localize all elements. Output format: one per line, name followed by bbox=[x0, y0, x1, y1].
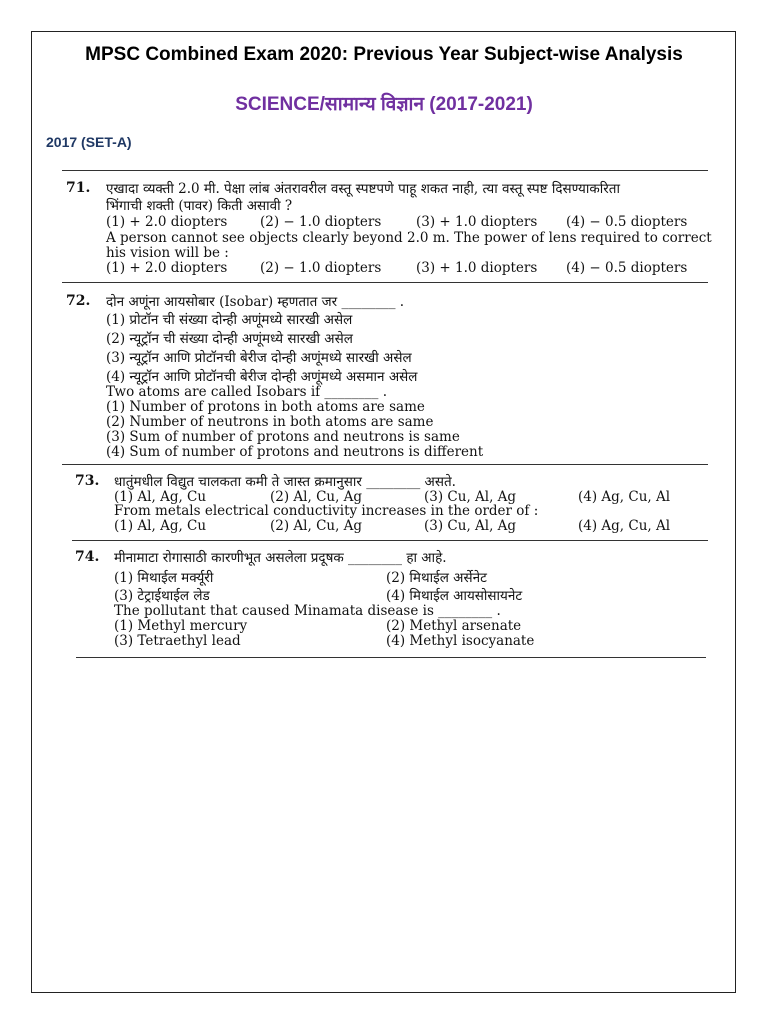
question-text-english: his vision will be : bbox=[106, 245, 229, 261]
question-text-marathi: मीनामाटा रोगासाठी कारणीभूत असलेला प्रदूषक ________ हा आहे. bbox=[114, 550, 447, 566]
option-marathi: (3) Cu, Al, Ag bbox=[424, 489, 517, 505]
option-english: (4) Sum of number of protons and neutrons is different bbox=[106, 444, 484, 460]
option-marathi: (1) प्रोटॉन ची संख्या दोन्ही अणूंमध्ये सारखी असेल bbox=[106, 312, 353, 328]
option-marathi: (1) + 2.0 diopters bbox=[106, 214, 228, 230]
option-english: (4) Methyl isocyanate bbox=[386, 633, 535, 649]
divider bbox=[62, 464, 708, 465]
option-marathi: (3) टेट्राईथाईल लेड bbox=[114, 588, 210, 604]
question-number: 74. bbox=[75, 549, 100, 565]
option-english: (3) Tetraethyl lead bbox=[114, 633, 241, 649]
question-number: 73. bbox=[75, 473, 100, 489]
option-marathi: (4) − 0.5 diopters bbox=[566, 214, 688, 230]
option-marathi: (2) न्यूट्रॉन ची संख्या दोन्ही अणूंमध्ये सारखी असेल bbox=[106, 331, 353, 347]
option-english: (4) Ag, Cu, Al bbox=[578, 518, 671, 534]
option-english: (2) Al, Cu, Ag bbox=[270, 518, 363, 534]
page-subtitle: SCIENCE/सामान्य विज्ञान (2017-2021) bbox=[235, 94, 533, 115]
divider bbox=[62, 282, 708, 283]
question-text-english: A person cannot see objects clearly beyond 2.0 m. The power of lens required to correct bbox=[106, 230, 712, 246]
option-english: (3) Cu, Al, Ag bbox=[424, 518, 517, 534]
option-english: (1) Number of protons in both atoms are same bbox=[106, 399, 425, 415]
question-text-marathi: धातुंमधील विद्युत चालकता कमी ते जास्त क्रमानुसार ________ असते. bbox=[114, 474, 456, 490]
divider bbox=[62, 170, 708, 171]
question-text-english: From metals electrical conductivity increases in the order of : bbox=[114, 503, 539, 519]
option-english: (1) + 2.0 diopters bbox=[106, 260, 228, 276]
question-text-marathi: भिंगाची शक्ती (पावर) किती असावी ? bbox=[106, 198, 293, 214]
option-marathi: (4) न्यूट्रॉन आणि प्रोटॉनची बेरीज दोन्ही अणूंमध्ये असमान असेल bbox=[106, 369, 418, 385]
question-number: 72. bbox=[66, 293, 91, 309]
question-text-marathi: दोन अणूंना आयसोबार (Isobar) म्हणतात जर ________ . bbox=[106, 294, 405, 310]
question-text-english: Two atoms are called Isobars if ________ . bbox=[106, 384, 388, 400]
option-english: (4) − 0.5 diopters bbox=[566, 260, 688, 276]
option-marathi: (1) मिथाईल मर्क्यूरी bbox=[114, 570, 214, 586]
option-english: (3) + 1.0 diopters bbox=[416, 260, 538, 276]
option-english: (1) Al, Ag, Cu bbox=[114, 518, 207, 534]
option-marathi: (3) न्यूट्रॉन आणि प्रोटॉनची बेरीज दोन्ही अणूंमध्ये सारखी असेल bbox=[106, 350, 412, 366]
option-english: (3) Sum of number of protons and neutrons is same bbox=[106, 429, 460, 445]
question-number: 71. bbox=[66, 180, 91, 196]
option-marathi: (4) Ag, Cu, Al bbox=[578, 489, 671, 505]
option-english: (1) Methyl mercury bbox=[114, 618, 248, 634]
option-english: (2) Methyl arsenate bbox=[386, 618, 522, 634]
page-title: MPSC Combined Exam 2020: Previous Year Subject-wise Analysis bbox=[85, 44, 683, 65]
option-marathi: (3) + 1.0 diopters bbox=[416, 214, 538, 230]
option-marathi: (2) Al, Cu, Ag bbox=[270, 489, 363, 505]
question-text-english: The pollutant that caused Minamata disease is ________ . bbox=[114, 603, 501, 619]
option-english: (2) − 1.0 diopters bbox=[260, 260, 382, 276]
divider bbox=[72, 540, 708, 541]
option-english: (2) Number of neutrons in both atoms are same bbox=[106, 414, 434, 430]
option-marathi: (1) Al, Ag, Cu bbox=[114, 489, 207, 505]
divider bbox=[76, 657, 706, 658]
set-label: 2017 (SET-A) bbox=[46, 134, 132, 150]
question-text-marathi: एखादा व्यक्ती 2.0 मी. पेक्षा लांब अंतरावरील वस्तू स्पष्टपणे पाहू शकत नाही, त्या वस्तू स्पष्ट दिसण्याकरिता bbox=[106, 181, 620, 197]
option-marathi: (4) मिथाईल आयसोसायनेट bbox=[386, 588, 523, 604]
option-marathi: (2) मिथाईल अर्सेनेट bbox=[386, 570, 487, 586]
option-marathi: (2) − 1.0 diopters bbox=[260, 214, 382, 230]
